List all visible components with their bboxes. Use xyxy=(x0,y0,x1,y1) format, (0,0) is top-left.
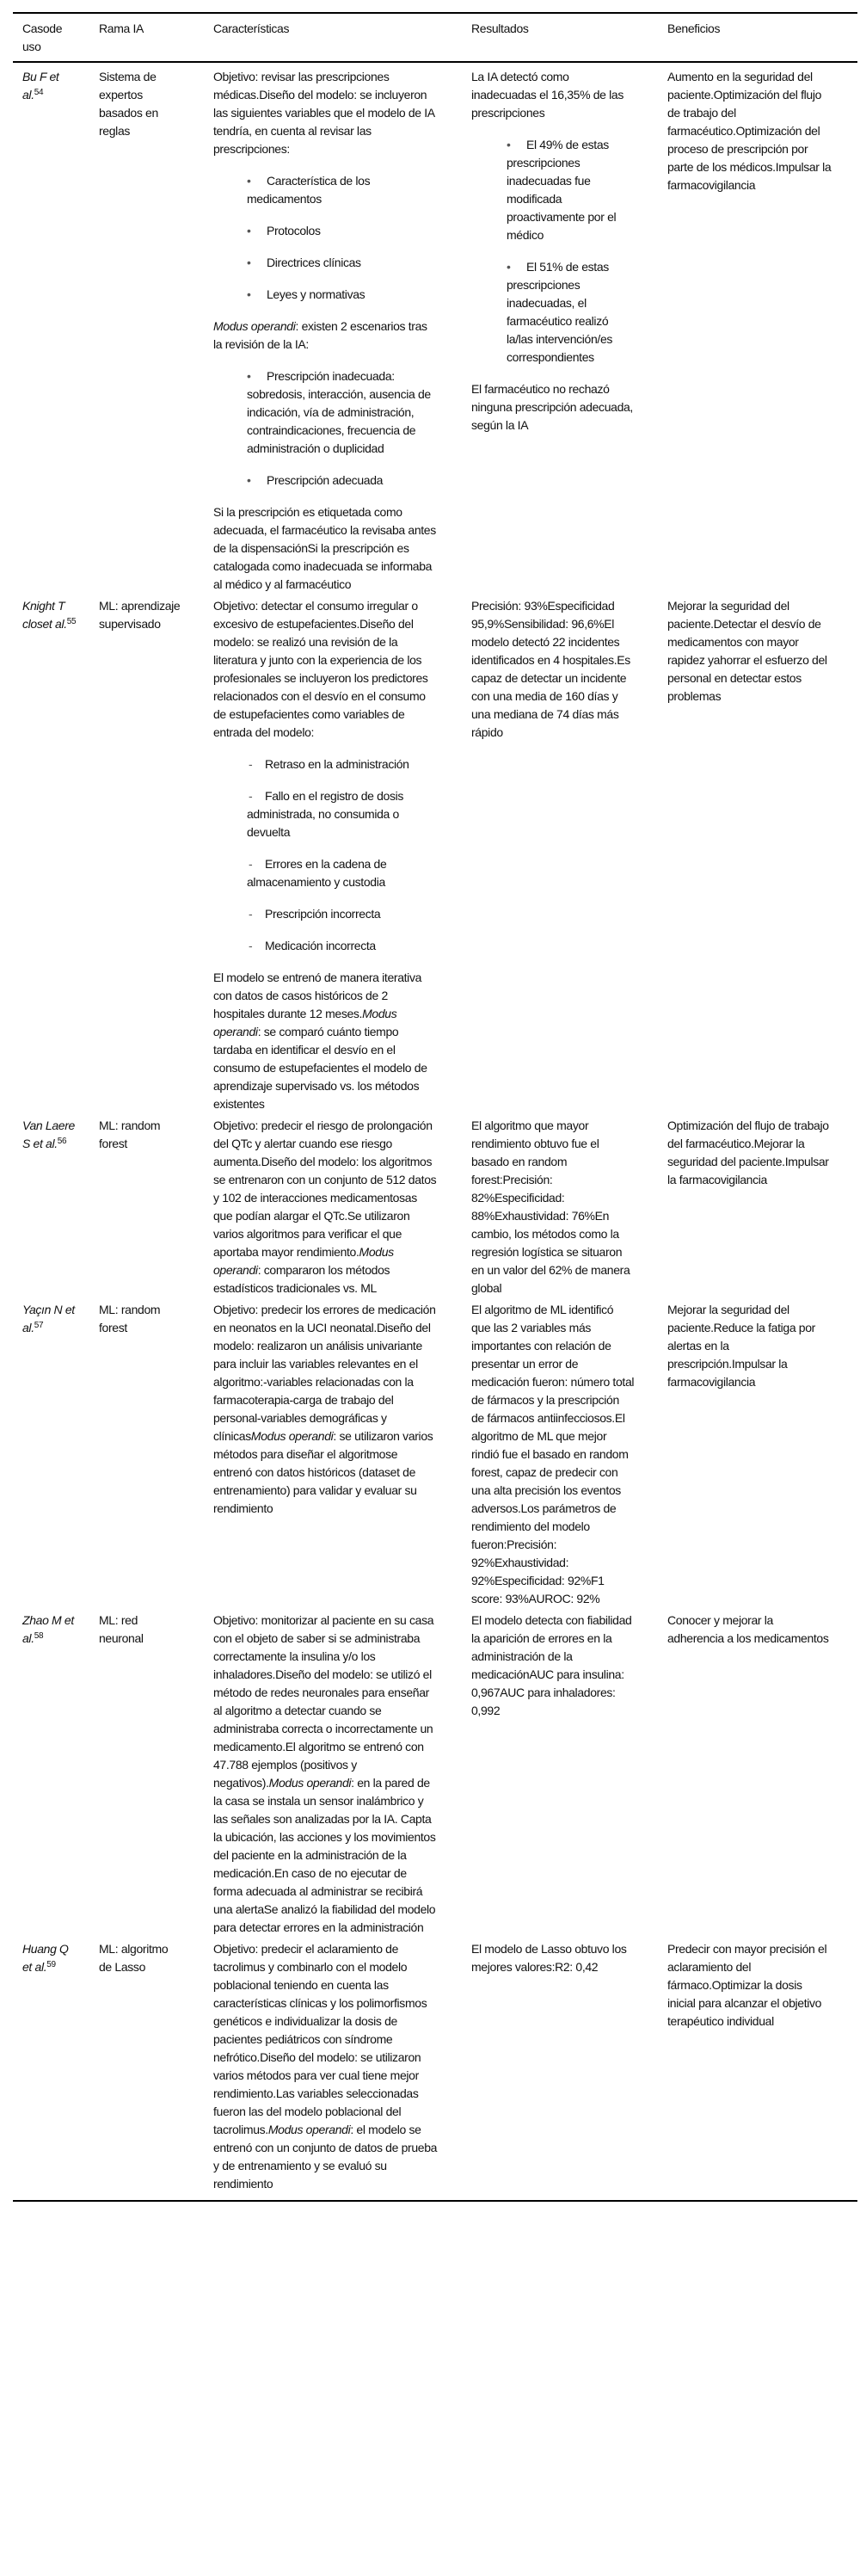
bullet-icon: • xyxy=(247,369,251,383)
header-resultados: Resultados xyxy=(471,22,529,35)
italic-term: Modus operandi xyxy=(267,2123,351,2136)
bullet-icon: • xyxy=(247,224,251,237)
paragraph xyxy=(471,1940,635,1976)
paragraph xyxy=(213,1301,439,1518)
list-item-text: Errores en la cadena de almacenamiento y custodia xyxy=(247,857,387,889)
list-item xyxy=(507,258,635,367)
list-item xyxy=(247,222,439,240)
text-run: El algoritmo que mayor rendimiento obtuvo fue el basado en random forest:Precisión: 82%Especificidad: 88%Exhaustividad: 76%En cambio, los métodos como la regresión logística se situaron en un valor del 62% de manera global xyxy=(471,1119,630,1295)
paragraph xyxy=(213,317,439,354)
text-run: El algoritmo de ML identificó que las 2 variables más importantes con relación de presentar un error de medicación fueron: número total de fármacos y la prescripción de fármacos antiinfecciosos.El algoritmo de ML que mejor rindió fue el basado en random forest, capaz de predecir con una alta precisión los eventos adversos.Los parámetros de rendimiento del modelo fueron:Precisión: 92%Exhaustividad: 92%Especificidad: 92%F1 score: 93%AUROC: 92% xyxy=(471,1303,635,1605)
italic-term: Modus operandi xyxy=(250,1429,334,1443)
table-row xyxy=(13,1299,857,1610)
italic-term: Modus operandi xyxy=(213,319,296,333)
bullet-icon: • xyxy=(507,138,511,151)
list-item xyxy=(507,136,635,244)
bullet-icon: • xyxy=(247,256,251,269)
paragraph xyxy=(471,1117,635,1297)
text-run: El farmacéutico no rechazó ninguna prescripción adecuada, según la IA xyxy=(471,382,633,432)
list-item xyxy=(247,787,439,841)
case-citation: Van Laere S et al. xyxy=(22,1119,75,1150)
case-cell xyxy=(13,1938,99,2201)
paragraph xyxy=(213,68,439,158)
features-cell xyxy=(213,1115,471,1299)
header-caso-de-uso: Casode uso xyxy=(22,22,63,53)
benefits-cell: Mejorar la seguridad del paciente.Reduce la fatiga por alertas en la prescripción.Impulsar la farmacovigilancia xyxy=(667,1303,815,1389)
table-row xyxy=(13,62,857,595)
paragraph xyxy=(213,597,439,742)
text-run: : compararon los métodos estadísticos tradicionales vs. ML xyxy=(213,1263,390,1295)
text-run: Objetivo: predecir el aclaramiento de tacrolimus y combinarlo con el modelo poblacional teniendo en cuenta las características clínicas y los polimorfismos genéticos e individualizar la dosis de pacientes pediátricos con síndrome nefrótico.Diseño del modelo: se utilizaron varios métodos para ver cual tiene mejor rendimiento.Las variables seleccionadas fueron las del modelo poblacional del tacrolimus. xyxy=(213,1942,427,2136)
list-item xyxy=(247,254,439,272)
features-cell xyxy=(213,1610,471,1938)
text-run: Objetivo: revisar las prescripciones médicas.Diseño del modelo: se incluyeron las siguientes variables que el modelo de IA tendría, en cuenta al revisar las prescripciones: xyxy=(213,70,434,156)
table-body xyxy=(13,62,857,2201)
ai-use-cases-table xyxy=(13,12,857,2202)
case-citation: Bu F et al. xyxy=(22,70,59,102)
results-cell xyxy=(471,1610,667,1938)
branch-cell: ML: red neuronal xyxy=(99,1613,144,1645)
bullet-icon: • xyxy=(507,260,511,274)
bullet-icon: • xyxy=(247,174,251,188)
benefits-cell: Optimización del flujo de trabajo del farmacéutico.Mejorar la seguridad del paciente.Impulsar la farmacovigilancia xyxy=(667,1119,829,1186)
features-cell xyxy=(213,1938,471,2201)
benefits-cell: Aumento en la seguridad del paciente.Optimización del flujo de trabajo del farmacéutico.Optimización del proceso de prescripción por parte de los médicos.Impulsar la farmacovigilancia xyxy=(667,70,832,192)
paragraph xyxy=(213,1117,439,1297)
dash-icon: - xyxy=(249,789,253,803)
header-rama-ia: Rama IA xyxy=(99,22,144,35)
paragraph xyxy=(213,969,439,1113)
benefits-cell: Mejorar la seguridad del paciente.Detectar el desvío de medicamentos con mayor rapidez yahorrar el esfuerzo del personal en detectar estos problemas xyxy=(667,599,827,703)
reference-number: 54 xyxy=(34,88,44,97)
text-run: El modelo detecta con fiabilidad la aparición de errores en la administración de la medicaciónAUC para insulina: 0,967AUC para inhaladores: 0,992 xyxy=(471,1613,632,1717)
features-cell xyxy=(213,62,471,595)
dash-icon: - xyxy=(249,907,253,921)
results-cell xyxy=(471,1938,667,2201)
list-item xyxy=(247,905,439,923)
text-run: : el modelo se entrenó con un conjunto de datos de prueba y de entrenamiento y se evaluó su rendimiento xyxy=(213,2123,438,2191)
paragraph xyxy=(471,68,635,122)
list-item xyxy=(247,937,439,955)
table-header-row xyxy=(13,13,857,62)
text-run: El modelo se entrenó de manera iterativa con datos de casos históricos de 2 hospitales durante 12 meses. xyxy=(213,971,422,1020)
text-run: Objetivo: predecir los errores de medicación en neonatos en la UCI neonatal.Diseño del modelo: realizaron un análisis univariante para incluir las variables relevantes en el algoritmo:-variables relacionadas con la farmacoterapia-carga de trabajo del personal-variables demográficas y clínicas xyxy=(213,1303,436,1443)
branch-cell: ML: random forest xyxy=(99,1303,161,1334)
paragraph xyxy=(471,1612,635,1720)
case-cell xyxy=(13,1299,99,1610)
features-cell xyxy=(213,1299,471,1610)
dash-list xyxy=(213,755,439,955)
case-citation: Knight T closet al. xyxy=(22,599,67,631)
text-run: Precisión: 93%Especificidad 95,9%Sensibilidad: 96,6%El modelo detectó 22 incidentes identificados en 4 hospitales.Es capaz de detectar un incidente con una media de 160 días y una mediana de 74 días más rápido xyxy=(471,599,630,739)
reference-number: 57 xyxy=(34,1321,44,1330)
list-item-text: Retraso en la administración xyxy=(265,757,409,771)
list-item-text: Medicación incorrecta xyxy=(265,939,376,952)
table-row xyxy=(13,1610,857,1938)
list-item-text: Directrices clínicas xyxy=(267,256,361,269)
reference-number: 59 xyxy=(46,1960,56,1969)
paragraph xyxy=(471,380,635,434)
text-run: Objetivo: detectar el consumo irregular o excesivo de estupefacientes.Diseño del modelo: se realizó una revisión de la literatura y junto con la experiencia de los profesionales se incluyeron los predictores relacionados con el desvío en el consumo de estupefacientes como variables de entrada del modelo: xyxy=(213,599,428,739)
list-item xyxy=(247,471,439,490)
benefits-cell: Predecir con mayor precisión el aclaramiento del fármaco.Optimizar la dosis inicial para alcanzar el objetivo terapéutico individual xyxy=(667,1942,827,2028)
list-item-text: Fallo en el registro de dosis administrada, no consumida o devuelta xyxy=(247,789,404,839)
branch-cell: ML: aprendizaje supervisado xyxy=(99,599,181,631)
bullet-list xyxy=(213,367,439,490)
results-cell xyxy=(471,62,667,595)
paragraph xyxy=(213,1612,439,1937)
text-run: : existen 2 escenarios tras la revisión de la IA: xyxy=(213,319,427,351)
results-cell xyxy=(471,1299,667,1610)
case-cell xyxy=(13,595,99,1115)
list-item-text: Leyes y normativas xyxy=(267,287,366,301)
text-run: Si la prescripción es etiquetada como adecuada, el farmacéutico la revisaba antes de la dispensaciónSi la prescripción es catalogada como inadecuada se informaba al médico y al farmacéutico xyxy=(213,505,436,591)
list-item-text: El 51% de estas prescripciones inadecuadas, el farmacéutico realizó la/las intervención/es correspondientes xyxy=(507,260,613,364)
case-cell xyxy=(13,1610,99,1938)
text-run: Objetivo: predecir el riesgo de prolongación del QTc y alertar cuando ese riesgo aumenta.Diseño del modelo: los algoritmos se entrenaron con un conjunto de 512 datos y 102 de interacciones medicamentosas que podían alargar el QTc.Se utilizaron varios algoritmos para verificar el que aportaba mayor rendimiento. xyxy=(213,1119,437,1259)
bullet-list xyxy=(471,136,635,367)
list-item xyxy=(247,755,439,773)
bullet-icon: • xyxy=(247,473,251,487)
dash-icon: - xyxy=(249,857,253,871)
list-item-text: Prescripción inadecuada: sobredosis, interacción, ausencia de indicación, vía de administración, contraindicaciones, frecuencia de administración o duplicidad xyxy=(247,369,431,455)
results-cell xyxy=(471,595,667,1115)
case-citation: Huang Q et al. xyxy=(22,1942,69,1974)
paragraph xyxy=(213,1940,439,2193)
case-cell xyxy=(13,62,99,595)
reference-number: 55 xyxy=(66,617,77,626)
table-row xyxy=(13,1115,857,1299)
italic-term: Modus operandi xyxy=(213,1007,397,1038)
list-item xyxy=(247,172,439,208)
text-run: : se comparó cuánto tiempo tardaba en identificar el desvío en el consumo de estupefacientes el modelo de aprendizaje supervisado vs. los métodos existentes xyxy=(213,1025,427,1111)
list-item xyxy=(247,855,439,891)
table-row xyxy=(13,1938,857,2201)
dash-icon: - xyxy=(249,939,253,952)
list-item-text: Prescripción incorrecta xyxy=(265,907,381,921)
dash-icon: - xyxy=(249,757,253,771)
list-item xyxy=(247,286,439,304)
list-item xyxy=(247,367,439,458)
text-run: El modelo de Lasso obtuvo los mejores valores:R2: 0,42 xyxy=(471,1942,627,1974)
bullet-list xyxy=(213,172,439,304)
case-citation: Yaçın N et al. xyxy=(22,1303,75,1334)
case-citation: Zhao M et al. xyxy=(22,1613,74,1645)
case-cell xyxy=(13,1115,99,1299)
list-item-text: Característica de los medicamentos xyxy=(247,174,371,206)
branch-cell: ML: random forest xyxy=(99,1119,161,1150)
reference-number: 56 xyxy=(57,1137,67,1146)
header-beneficios: Beneficios xyxy=(667,22,721,35)
bullet-icon: • xyxy=(247,287,251,301)
branch-cell: Sistema de expertos basados en reglas xyxy=(99,70,158,138)
italic-term: Modus operandi xyxy=(213,1245,394,1277)
list-item-text: Protocolos xyxy=(267,224,321,237)
paragraph xyxy=(471,597,635,742)
list-item-text: Prescripción adecuada xyxy=(267,473,384,487)
italic-term: Modus operandi xyxy=(268,1776,352,1790)
paragraph xyxy=(213,503,439,594)
text-run: : se utilizaron varios métodos para diseñar el algoritmose entrenó con datos históricos (dataset de entrenamiento) para validar y evaluar su rendimiento xyxy=(213,1429,433,1515)
paragraph xyxy=(471,1301,635,1608)
results-cell xyxy=(471,1115,667,1299)
header-caracteristicas: Características xyxy=(213,22,290,35)
table-row xyxy=(13,595,857,1115)
branch-cell: ML: algoritmo de Lasso xyxy=(99,1942,169,1974)
benefits-cell: Conocer y mejorar la adherencia a los medicamentos xyxy=(667,1613,829,1645)
features-cell xyxy=(213,595,471,1115)
text-run: Objetivo: monitorizar al paciente en su casa con el objeto de saber si se administraba correctamente la insulina y/o los inhaladores.Diseño del modelo: se utilizó el método de redes neuronales para enseñar al algoritmo a detectar cuando se administraba correcta o incorrectamente un medicamento.El algoritmo se entrenó con 47.788 ejemplos (positivos y negativos). xyxy=(213,1613,434,1790)
text-run: : en la pared de la casa se instala un sensor inalámbrico y las señales son analizadas por la IA. Capta la ubicación, las acciones y los movimientos del paciente en la administración de la medicación.En caso de no ejecutar de forma adecuada al administrar se recibirá una alertaSe analizó la fiabilidad del modelo para detectar errores en la administración xyxy=(213,1776,436,1934)
list-item-text: El 49% de estas prescripciones inadecuadas fue modificada proactivamente por el médico xyxy=(507,138,617,242)
text-run: La IA detectó como inadecuadas el 16,35% de las prescripciones xyxy=(471,70,624,120)
reference-number: 58 xyxy=(34,1631,44,1641)
